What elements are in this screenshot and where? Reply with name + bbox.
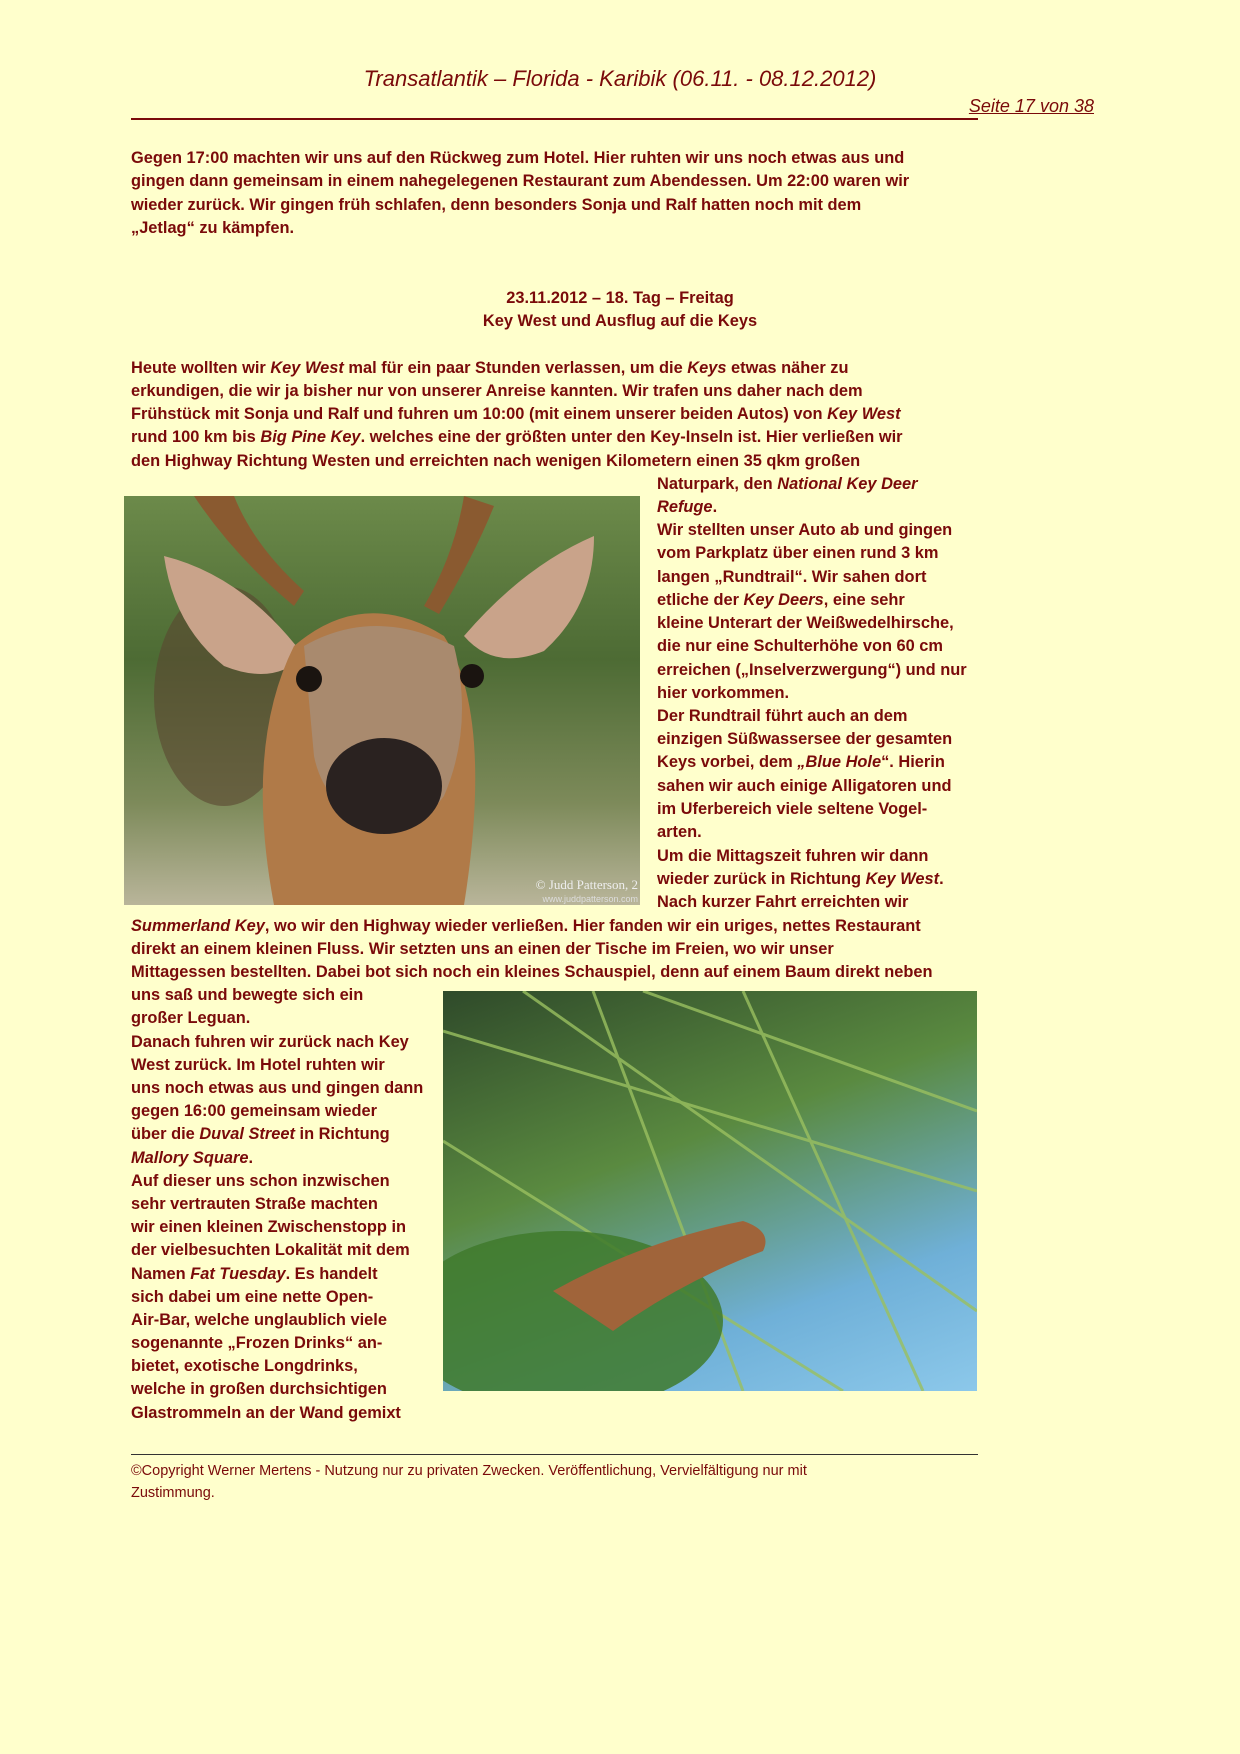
text-segment: , eine sehr bbox=[823, 591, 905, 609]
text-segment: Danach fuhren wir zurück nach Key bbox=[131, 1033, 409, 1051]
text-segment: hier vorkommen. bbox=[657, 684, 790, 702]
text-segment: erkundigen, die wir ja bisher nur von unserer Anreise kannten. Wir trafen uns daher nach dem bbox=[131, 382, 863, 400]
text-segment: langen „Rundtrail“. Wir sahen dort bbox=[657, 568, 927, 586]
text-line bbox=[131, 380, 863, 402]
text-line bbox=[131, 1007, 250, 1029]
text-line bbox=[657, 519, 952, 541]
text-line bbox=[657, 891, 908, 913]
text-line bbox=[657, 473, 918, 495]
text-segment: über die bbox=[131, 1125, 200, 1143]
text-line bbox=[131, 194, 861, 216]
text-segment: . welches eine der größten unter den Key-Inseln ist. Hier verließen wir bbox=[360, 428, 903, 446]
text-segment: kleine Unterart der Weißwedelhirsche, bbox=[657, 614, 954, 632]
text-segment: wir einen kleinen Zwischenstopp in bbox=[131, 1218, 407, 1236]
text-line bbox=[131, 1193, 378, 1215]
text-segment: West zurück. Im Hotel ruhten wir bbox=[131, 1056, 385, 1074]
text-line bbox=[657, 566, 926, 588]
emphasized-text: Key West bbox=[827, 405, 901, 423]
text-line bbox=[131, 1378, 387, 1400]
emphasized-text: Duval Street bbox=[199, 1125, 295, 1143]
text-line bbox=[131, 450, 860, 472]
text-segment: vom Parkplatz über einen rund 3 km bbox=[657, 544, 939, 562]
text-segment: den Highway Richtung Westen und erreichten nach wenigen Kilometern einen 35 qkm großen bbox=[131, 452, 861, 470]
text-segment: uns noch etwas aus und gingen dann bbox=[131, 1079, 424, 1097]
text-line bbox=[131, 1309, 387, 1331]
text-segment: sahen wir auch einige Alligatoren und bbox=[657, 777, 952, 795]
text-segment: Glastrommeln an der Wand gemixt bbox=[131, 1404, 401, 1422]
text-segment: . bbox=[939, 870, 944, 888]
text-line bbox=[131, 915, 921, 937]
text-segment: sich dabei um eine nette Open- bbox=[131, 1288, 374, 1306]
emphasized-text: Keys bbox=[687, 359, 727, 377]
text-segment: Nach kurzer Fahrt erreichten wir bbox=[657, 893, 909, 911]
text-line bbox=[657, 775, 951, 797]
text-segment: . bbox=[248, 1149, 254, 1167]
emphasized-text: Summerland Key bbox=[131, 917, 265, 935]
text-line bbox=[131, 1077, 423, 1099]
text-segment: die nur eine Schulterhöhe von 60 cm bbox=[657, 637, 943, 655]
emphasized-text: Key West bbox=[270, 359, 344, 377]
text-line bbox=[131, 1332, 382, 1354]
text-line bbox=[657, 868, 944, 890]
text-line bbox=[131, 426, 903, 448]
page-number: Seite 17 von 38 bbox=[968, 96, 1094, 116]
iguana-photo bbox=[443, 991, 977, 1391]
emphasized-text: Key Deers bbox=[743, 591, 824, 609]
text-line bbox=[657, 496, 717, 518]
text-line bbox=[657, 612, 954, 634]
text-segment: welche in großen durchsichtigen bbox=[131, 1380, 387, 1398]
text-line bbox=[657, 845, 928, 867]
text-line bbox=[657, 751, 945, 773]
text-line bbox=[131, 961, 933, 983]
text-line bbox=[131, 217, 294, 239]
text-line bbox=[131, 170, 909, 192]
text-segment: Mittagessen bestellten. Dabei bot sich noch ein kleines Schauspiel, denn auf einem Baum direkt neben bbox=[131, 963, 933, 981]
key-deer-photo bbox=[124, 496, 640, 905]
text-segment: Naturpark, den bbox=[657, 475, 778, 493]
text-segment: “. Hierin bbox=[881, 753, 945, 771]
text-line bbox=[657, 542, 938, 564]
text-segment: Um die Mittagszeit fuhren wir dann bbox=[657, 847, 929, 865]
emphasized-text: National Key Deer bbox=[777, 475, 918, 493]
text-segment: im Uferbereich viele seltene Vogel- bbox=[657, 800, 928, 818]
text-line bbox=[131, 1123, 390, 1145]
text-segment: einzigen Süßwassersee der gesamten bbox=[657, 730, 953, 748]
emphasized-text: Big Pine Key bbox=[260, 428, 361, 446]
emphasized-text: Refuge bbox=[657, 498, 713, 516]
text-segment: gingen dann gemeinsam in einem nahegelegenen Restaurant zum Abendessen. Um 22:00 waren wir bbox=[131, 172, 910, 190]
text-segment: Der Rundtrail führt auch an dem bbox=[657, 707, 908, 725]
text-line bbox=[131, 1054, 385, 1076]
text-segment: . Es handelt bbox=[285, 1265, 378, 1283]
text-segment: „Jetlag“ zu kämpfen. bbox=[131, 219, 295, 237]
text-line bbox=[131, 1355, 358, 1377]
text-line bbox=[657, 635, 943, 657]
text-line bbox=[131, 1263, 378, 1285]
text-segment: Air-Bar, welche unglaublich viele bbox=[131, 1311, 387, 1329]
text-line bbox=[657, 659, 967, 681]
text-line bbox=[131, 147, 904, 169]
emphasized-text: Key West bbox=[865, 870, 940, 888]
text-line bbox=[131, 1286, 373, 1308]
emphasized-text: Mallory Square bbox=[131, 1149, 249, 1167]
text-line bbox=[657, 682, 789, 704]
text-line bbox=[131, 1239, 410, 1261]
day-heading: 23.11.2012 – 18. Tag – Freitag bbox=[506, 289, 734, 307]
text-line bbox=[131, 403, 901, 425]
text-segment: arten. bbox=[657, 823, 702, 841]
text-line bbox=[131, 938, 834, 960]
text-line bbox=[657, 821, 702, 843]
text-segment: bietet, exotische Longdrinks, bbox=[131, 1357, 358, 1375]
photo-credit: © Judd Patterson, 2 bbox=[535, 877, 638, 892]
text-segment: sehr vertrauten Straße machten bbox=[131, 1195, 378, 1213]
text-segment: der vielbesuchten Lokalität mit dem bbox=[131, 1241, 410, 1259]
document-title: Transatlantik – Florida - Karibik (06.11. - 08.12.2012) bbox=[363, 66, 877, 91]
text-segment: Wir stellten unser Auto ab und gingen bbox=[657, 521, 953, 539]
text-segment: direkt an einem kleinen Fluss. Wir setzten uns an einen der Tische im Freien, wo wir unser bbox=[131, 940, 834, 958]
text-line bbox=[131, 357, 849, 379]
text-segment: wieder zurück in Richtung bbox=[657, 870, 866, 888]
text-segment: Gegen 17:00 machten wir uns auf den Rückweg zum Hotel. Hier ruhten wir uns noch etwas aus und bbox=[131, 149, 905, 167]
text-segment: wieder zurück. Wir gingen früh schlafen, denn besonders Sonja und Ralf hatten noch mit dem bbox=[131, 196, 862, 214]
text-line bbox=[131, 984, 363, 1006]
emphasized-text: Fat Tuesday bbox=[190, 1265, 286, 1283]
emphasized-text: „Blue Hole bbox=[797, 753, 882, 771]
text-segment: rund 100 km bis bbox=[131, 428, 261, 446]
text-segment: Heute wollten wir bbox=[131, 359, 271, 377]
text-line bbox=[657, 728, 952, 750]
text-segment: Frühstück mit Sonja und Ralf und fuhren um 10:00 (mit einem unserer beiden Autos) von bbox=[131, 405, 828, 423]
text-segment: etliche der bbox=[657, 591, 744, 609]
text-line bbox=[131, 1031, 409, 1053]
text-segment: erreichen („Inselverzwergung“) und nur bbox=[657, 661, 967, 679]
footer-rule bbox=[131, 1454, 978, 1455]
text-line bbox=[657, 589, 905, 611]
day-subheading: Key West und Ausflug auf die Keys bbox=[482, 312, 758, 330]
text-line bbox=[131, 1216, 406, 1238]
text-line bbox=[131, 1147, 253, 1169]
text-segment: gegen 16:00 gemeinsam wieder bbox=[131, 1102, 377, 1120]
text-line bbox=[131, 1100, 377, 1122]
text-line bbox=[657, 798, 927, 820]
copyright-line-1: ©Copyright Werner Mertens - Nutzung nur zu privaten Zwecken. Veröffentlichung, Vervielfältigung nur mit bbox=[131, 1463, 807, 1479]
text-segment: Namen bbox=[131, 1265, 191, 1283]
photo-credit-url: www.juddpatterson.com bbox=[542, 894, 638, 904]
text-line bbox=[657, 705, 907, 727]
text-line bbox=[131, 1402, 401, 1424]
text-segment: . bbox=[712, 498, 718, 516]
text-segment: uns saß und bewegte sich ein bbox=[131, 986, 364, 1004]
text-segment: mal für ein paar Stunden verlassen, um die bbox=[343, 359, 688, 377]
text-segment: in Richtung bbox=[294, 1125, 390, 1143]
text-segment: sogenannte „Frozen Drinks“ an- bbox=[131, 1334, 383, 1352]
text-line bbox=[131, 1170, 390, 1192]
copyright-line-2: Zustimmung. bbox=[131, 1485, 215, 1501]
text-segment: Auf dieser uns schon inzwischen bbox=[131, 1172, 390, 1190]
text-segment: , wo wir den Highway wieder verließen. Hier fanden wir ein uriges, nettes Restaurant bbox=[264, 917, 921, 935]
text-segment: großer Leguan. bbox=[131, 1009, 251, 1027]
text-segment: Keys vorbei, dem bbox=[657, 753, 798, 771]
header-rule bbox=[131, 118, 978, 120]
text-segment: etwas näher zu bbox=[726, 359, 849, 377]
